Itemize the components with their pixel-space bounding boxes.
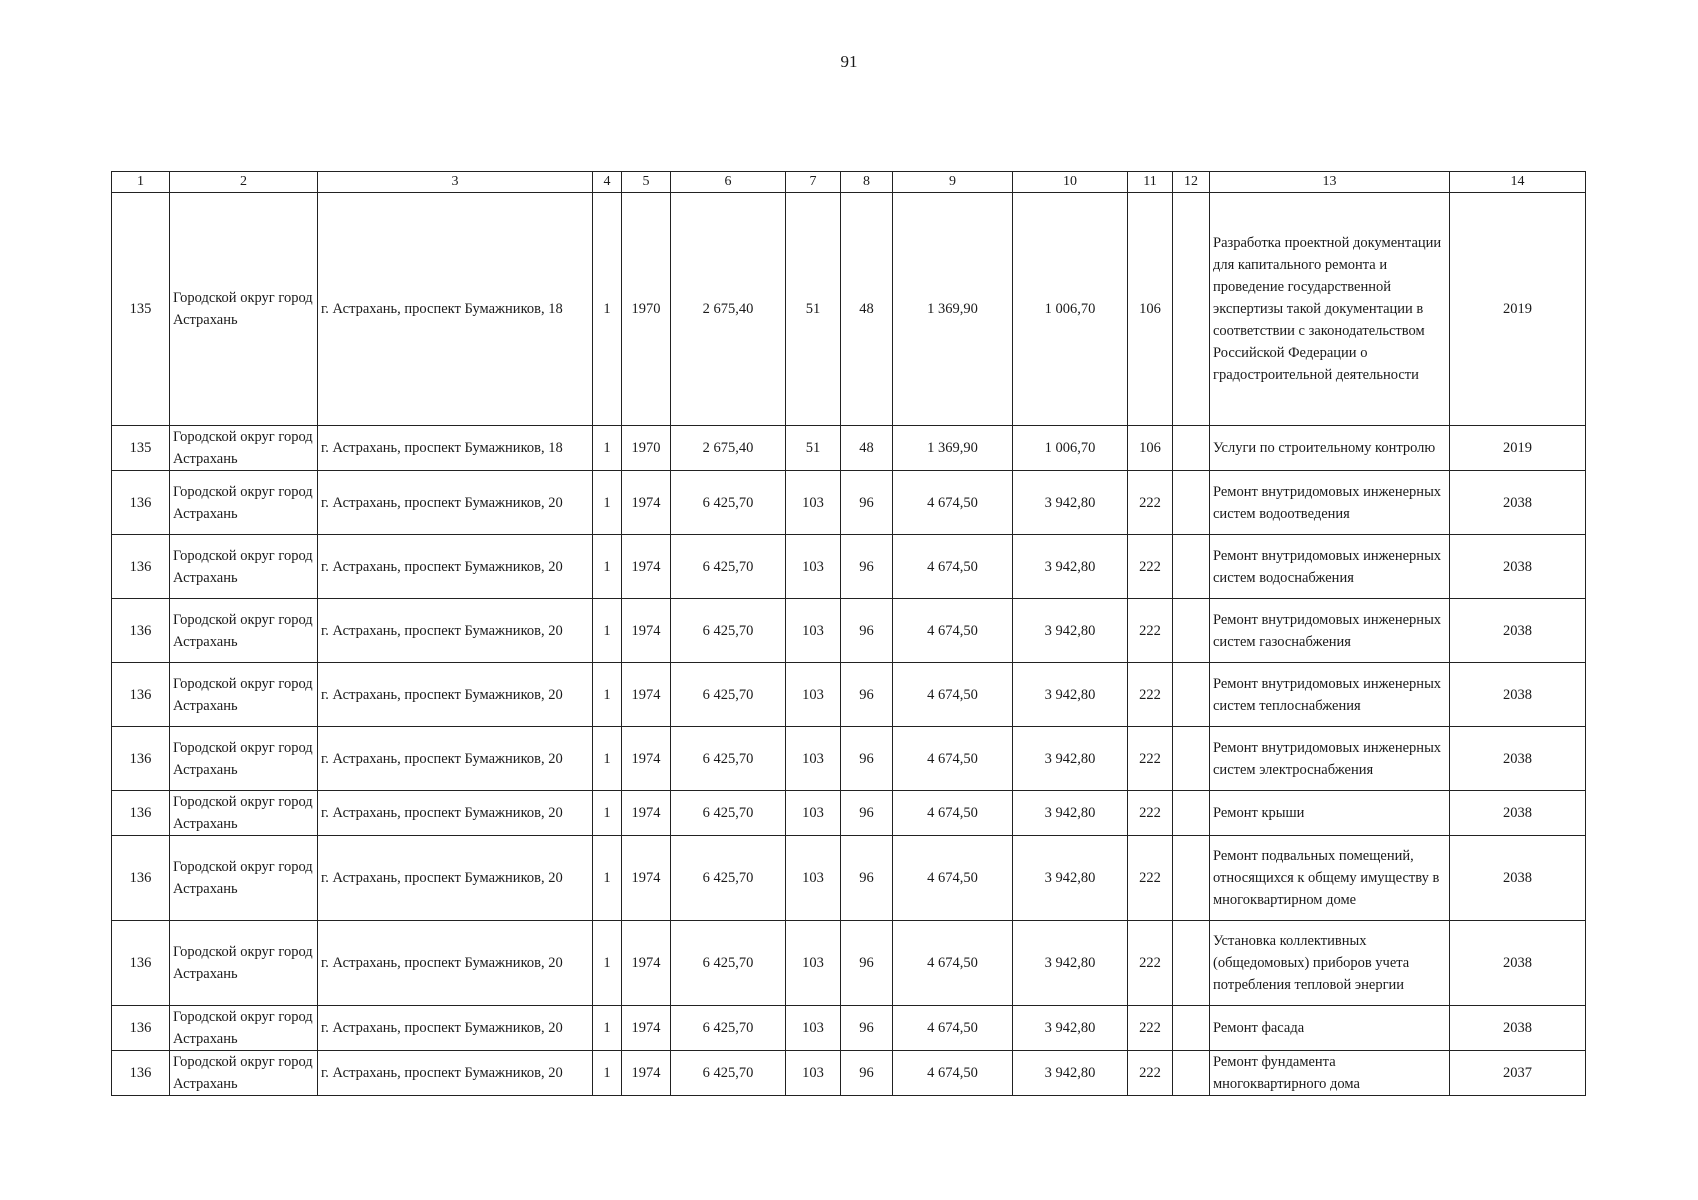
municipality-cell: Городской округ город Астрахань xyxy=(170,921,318,1006)
col7-cell: 103 xyxy=(786,727,841,791)
row-number: 136 xyxy=(112,599,170,663)
build-year-cell: 1974 xyxy=(622,535,671,599)
col7-cell: 103 xyxy=(786,791,841,836)
work-type-cell: Ремонт внутридомовых инженерных систем водоснабжения xyxy=(1210,535,1450,599)
col12-cell xyxy=(1173,535,1210,599)
row-number: 136 xyxy=(112,836,170,921)
col8-cell: 96 xyxy=(841,791,893,836)
table-row xyxy=(112,921,1586,1006)
column-header: 11 xyxy=(1128,172,1173,193)
col7-cell: 51 xyxy=(786,426,841,471)
total-area-cell: 6 425,70 xyxy=(671,921,786,1006)
address-cell: г. Астрахань, проспект Бумажников, 20 xyxy=(318,1006,593,1051)
total-area-cell: 6 425,70 xyxy=(671,471,786,535)
living-area-cell: 4 674,50 xyxy=(893,791,1013,836)
col8-cell: 96 xyxy=(841,727,893,791)
municipality-cell: Городской округ город Астрахань xyxy=(170,791,318,836)
table-row xyxy=(112,1051,1586,1096)
row-number: 135 xyxy=(112,193,170,426)
other-area-cell: 1 006,70 xyxy=(1013,426,1128,471)
build-year-cell: 1974 xyxy=(622,471,671,535)
living-area-cell: 4 674,50 xyxy=(893,535,1013,599)
col7-cell: 103 xyxy=(786,663,841,727)
col11-cell: 222 xyxy=(1128,836,1173,921)
work-type-cell: Установка коллективных (общедомовых) приборов учета потребления тепловой энергии xyxy=(1210,921,1450,1006)
municipality-cell: Городской округ город Астрахань xyxy=(170,535,318,599)
living-area-cell: 4 674,50 xyxy=(893,836,1013,921)
municipality-cell: Городской округ город Астрахань xyxy=(170,663,318,727)
col4-cell: 1 xyxy=(593,727,622,791)
col8-cell: 96 xyxy=(841,599,893,663)
build-year-cell: 1974 xyxy=(622,1051,671,1096)
col4-cell: 1 xyxy=(593,426,622,471)
row-number: 135 xyxy=(112,426,170,471)
total-area-cell: 6 425,70 xyxy=(671,727,786,791)
column-header: 14 xyxy=(1450,172,1586,193)
col11-cell: 222 xyxy=(1128,599,1173,663)
col11-cell: 222 xyxy=(1128,663,1173,727)
col4-cell: 1 xyxy=(593,1051,622,1096)
municipality-cell: Городской округ город Астрахань xyxy=(170,426,318,471)
col12-cell xyxy=(1173,1051,1210,1096)
col8-cell: 48 xyxy=(841,193,893,426)
municipality-cell: Городской округ город Астрахань xyxy=(170,1006,318,1051)
header-row xyxy=(112,172,1586,193)
work-type-cell: Ремонт крыши xyxy=(1210,791,1450,836)
municipality-cell: Городской округ город Астрахань xyxy=(170,471,318,535)
work-type-cell: Ремонт внутридомовых инженерных систем теплоснабжения xyxy=(1210,663,1450,727)
other-area-cell: 1 006,70 xyxy=(1013,193,1128,426)
total-area-cell: 6 425,70 xyxy=(671,791,786,836)
col11-cell: 106 xyxy=(1128,426,1173,471)
register-table xyxy=(111,171,1586,1096)
row-number: 136 xyxy=(112,1006,170,1051)
address-cell: г. Астрахань, проспект Бумажников, 18 xyxy=(318,426,593,471)
row-number: 136 xyxy=(112,921,170,1006)
col12-cell xyxy=(1173,599,1210,663)
column-header: 8 xyxy=(841,172,893,193)
other-area-cell: 3 942,80 xyxy=(1013,727,1128,791)
address-cell: г. Астрахань, проспект Бумажников, 20 xyxy=(318,727,593,791)
col8-cell: 96 xyxy=(841,1051,893,1096)
plan-year-cell: 2038 xyxy=(1450,921,1586,1006)
work-type-cell: Ремонт подвальных помещений, относящихся к общему имуществу в многоквартирном доме xyxy=(1210,836,1450,921)
address-cell: г. Астрахань, проспект Бумажников, 20 xyxy=(318,921,593,1006)
column-header: 12 xyxy=(1173,172,1210,193)
col8-cell: 48 xyxy=(841,426,893,471)
col7-cell: 103 xyxy=(786,471,841,535)
living-area-cell: 4 674,50 xyxy=(893,1051,1013,1096)
col8-cell: 96 xyxy=(841,663,893,727)
col11-cell: 222 xyxy=(1128,791,1173,836)
column-header: 9 xyxy=(893,172,1013,193)
col7-cell: 103 xyxy=(786,836,841,921)
plan-year-cell: 2019 xyxy=(1450,426,1586,471)
table-row xyxy=(112,1006,1586,1051)
row-number: 136 xyxy=(112,663,170,727)
municipality-cell: Городской округ город Астрахань xyxy=(170,1051,318,1096)
municipality-cell: Городской округ город Астрахань xyxy=(170,836,318,921)
address-cell: г. Астрахань, проспект Бумажников, 20 xyxy=(318,663,593,727)
work-type-cell: Услуги по строительному контролю xyxy=(1210,426,1450,471)
living-area-cell: 4 674,50 xyxy=(893,1006,1013,1051)
row-number: 136 xyxy=(112,727,170,791)
build-year-cell: 1974 xyxy=(622,836,671,921)
municipality-cell: Городской округ город Астрахань xyxy=(170,727,318,791)
table-row xyxy=(112,426,1586,471)
column-header: 5 xyxy=(622,172,671,193)
other-area-cell: 3 942,80 xyxy=(1013,1051,1128,1096)
address-cell: г. Астрахань, проспект Бумажников, 20 xyxy=(318,1051,593,1096)
plan-year-cell: 2038 xyxy=(1450,1006,1586,1051)
total-area-cell: 6 425,70 xyxy=(671,535,786,599)
address-cell: г. Астрахань, проспект Бумажников, 18 xyxy=(318,193,593,426)
table-row xyxy=(112,599,1586,663)
work-type-cell: Ремонт внутридомовых инженерных систем электроснабжения xyxy=(1210,727,1450,791)
other-area-cell: 3 942,80 xyxy=(1013,535,1128,599)
column-header: 6 xyxy=(671,172,786,193)
table-row xyxy=(112,791,1586,836)
column-header: 13 xyxy=(1210,172,1450,193)
address-cell: г. Астрахань, проспект Бумажников, 20 xyxy=(318,535,593,599)
build-year-cell: 1974 xyxy=(622,663,671,727)
plan-year-cell: 2038 xyxy=(1450,836,1586,921)
total-area-cell: 2 675,40 xyxy=(671,426,786,471)
col4-cell: 1 xyxy=(593,836,622,921)
col11-cell: 222 xyxy=(1128,471,1173,535)
col7-cell: 103 xyxy=(786,1006,841,1051)
total-area-cell: 6 425,70 xyxy=(671,599,786,663)
column-header: 3 xyxy=(318,172,593,193)
col4-cell: 1 xyxy=(593,193,622,426)
column-header: 7 xyxy=(786,172,841,193)
page-number: 91 xyxy=(840,52,858,71)
col7-cell: 103 xyxy=(786,1051,841,1096)
living-area-cell: 4 674,50 xyxy=(893,663,1013,727)
work-type-cell: Ремонт внутридомовых инженерных систем газоснабжения xyxy=(1210,599,1450,663)
col8-cell: 96 xyxy=(841,535,893,599)
column-header: 2 xyxy=(170,172,318,193)
table-row xyxy=(112,836,1586,921)
table-header xyxy=(112,172,1586,193)
address-cell: г. Астрахань, проспект Бумажников, 20 xyxy=(318,836,593,921)
col8-cell: 96 xyxy=(841,471,893,535)
total-area-cell: 6 425,70 xyxy=(671,1051,786,1096)
plan-year-cell: 2038 xyxy=(1450,535,1586,599)
work-type-cell: Разработка проектной документации для капитального ремонта и проведение государственной экспертизы такой документации в соответствии с законодательством Российской Федерации о градостроительной деятельности xyxy=(1210,193,1450,426)
plan-year-cell: 2038 xyxy=(1450,663,1586,727)
plan-year-cell: 2019 xyxy=(1450,193,1586,426)
col12-cell xyxy=(1173,921,1210,1006)
col12-cell xyxy=(1173,1006,1210,1051)
col11-cell: 222 xyxy=(1128,1006,1173,1051)
col12-cell xyxy=(1173,471,1210,535)
plan-year-cell: 2038 xyxy=(1450,599,1586,663)
work-type-cell: Ремонт фасада xyxy=(1210,1006,1450,1051)
col11-cell: 222 xyxy=(1128,535,1173,599)
living-area-cell: 4 674,50 xyxy=(893,921,1013,1006)
other-area-cell: 3 942,80 xyxy=(1013,471,1128,535)
col4-cell: 1 xyxy=(593,663,622,727)
build-year-cell: 1974 xyxy=(622,791,671,836)
other-area-cell: 3 942,80 xyxy=(1013,791,1128,836)
address-cell: г. Астрахань, проспект Бумажников, 20 xyxy=(318,791,593,836)
total-area-cell: 2 675,40 xyxy=(671,193,786,426)
build-year-cell: 1970 xyxy=(622,193,671,426)
living-area-cell: 4 674,50 xyxy=(893,727,1013,791)
col12-cell xyxy=(1173,836,1210,921)
table-row xyxy=(112,471,1586,535)
col11-cell: 106 xyxy=(1128,193,1173,426)
municipality-cell: Городской округ город Астрахань xyxy=(170,599,318,663)
work-type-cell: Ремонт фундамента многоквартирного дома xyxy=(1210,1051,1450,1096)
row-number: 136 xyxy=(112,535,170,599)
col7-cell: 51 xyxy=(786,193,841,426)
col4-cell: 1 xyxy=(593,791,622,836)
total-area-cell: 6 425,70 xyxy=(671,836,786,921)
col12-cell xyxy=(1173,426,1210,471)
column-header: 4 xyxy=(593,172,622,193)
col12-cell xyxy=(1173,727,1210,791)
col7-cell: 103 xyxy=(786,921,841,1006)
table-body xyxy=(112,193,1586,1096)
other-area-cell: 3 942,80 xyxy=(1013,921,1128,1006)
col7-cell: 103 xyxy=(786,535,841,599)
other-area-cell: 3 942,80 xyxy=(1013,1006,1128,1051)
row-number: 136 xyxy=(112,1051,170,1096)
plan-year-cell: 2038 xyxy=(1450,727,1586,791)
address-cell: г. Астрахань, проспект Бумажников, 20 xyxy=(318,599,593,663)
col11-cell: 222 xyxy=(1128,1051,1173,1096)
col8-cell: 96 xyxy=(841,921,893,1006)
total-area-cell: 6 425,70 xyxy=(671,663,786,727)
work-type-cell: Ремонт внутридомовых инженерных систем водоотведения xyxy=(1210,471,1450,535)
build-year-cell: 1970 xyxy=(622,426,671,471)
plan-year-cell: 2038 xyxy=(1450,471,1586,535)
column-header: 1 xyxy=(112,172,170,193)
municipality-cell: Городской округ город Астрахань xyxy=(170,193,318,426)
total-area-cell: 6 425,70 xyxy=(671,1006,786,1051)
column-header: 10 xyxy=(1013,172,1128,193)
living-area-cell: 1 369,90 xyxy=(893,193,1013,426)
plan-year-cell: 2037 xyxy=(1450,1051,1586,1096)
col7-cell: 103 xyxy=(786,599,841,663)
living-area-cell: 4 674,50 xyxy=(893,471,1013,535)
build-year-cell: 1974 xyxy=(622,921,671,1006)
build-year-cell: 1974 xyxy=(622,1006,671,1051)
col12-cell xyxy=(1173,193,1210,426)
build-year-cell: 1974 xyxy=(622,599,671,663)
col11-cell: 222 xyxy=(1128,727,1173,791)
table-row xyxy=(112,535,1586,599)
table-row xyxy=(112,727,1586,791)
living-area-cell: 4 674,50 xyxy=(893,599,1013,663)
col12-cell xyxy=(1173,663,1210,727)
other-area-cell: 3 942,80 xyxy=(1013,663,1128,727)
other-area-cell: 3 942,80 xyxy=(1013,599,1128,663)
col8-cell: 96 xyxy=(841,1006,893,1051)
col4-cell: 1 xyxy=(593,535,622,599)
col11-cell: 222 xyxy=(1128,921,1173,1006)
col4-cell: 1 xyxy=(593,1006,622,1051)
col8-cell: 96 xyxy=(841,836,893,921)
col12-cell xyxy=(1173,791,1210,836)
row-number: 136 xyxy=(112,791,170,836)
row-number: 136 xyxy=(112,471,170,535)
table-row xyxy=(112,663,1586,727)
col4-cell: 1 xyxy=(593,921,622,1006)
col4-cell: 1 xyxy=(593,599,622,663)
plan-year-cell: 2038 xyxy=(1450,791,1586,836)
table-row xyxy=(112,193,1586,426)
build-year-cell: 1974 xyxy=(622,727,671,791)
address-cell: г. Астрахань, проспект Бумажников, 20 xyxy=(318,471,593,535)
col4-cell: 1 xyxy=(593,471,622,535)
living-area-cell: 1 369,90 xyxy=(893,426,1013,471)
other-area-cell: 3 942,80 xyxy=(1013,836,1128,921)
